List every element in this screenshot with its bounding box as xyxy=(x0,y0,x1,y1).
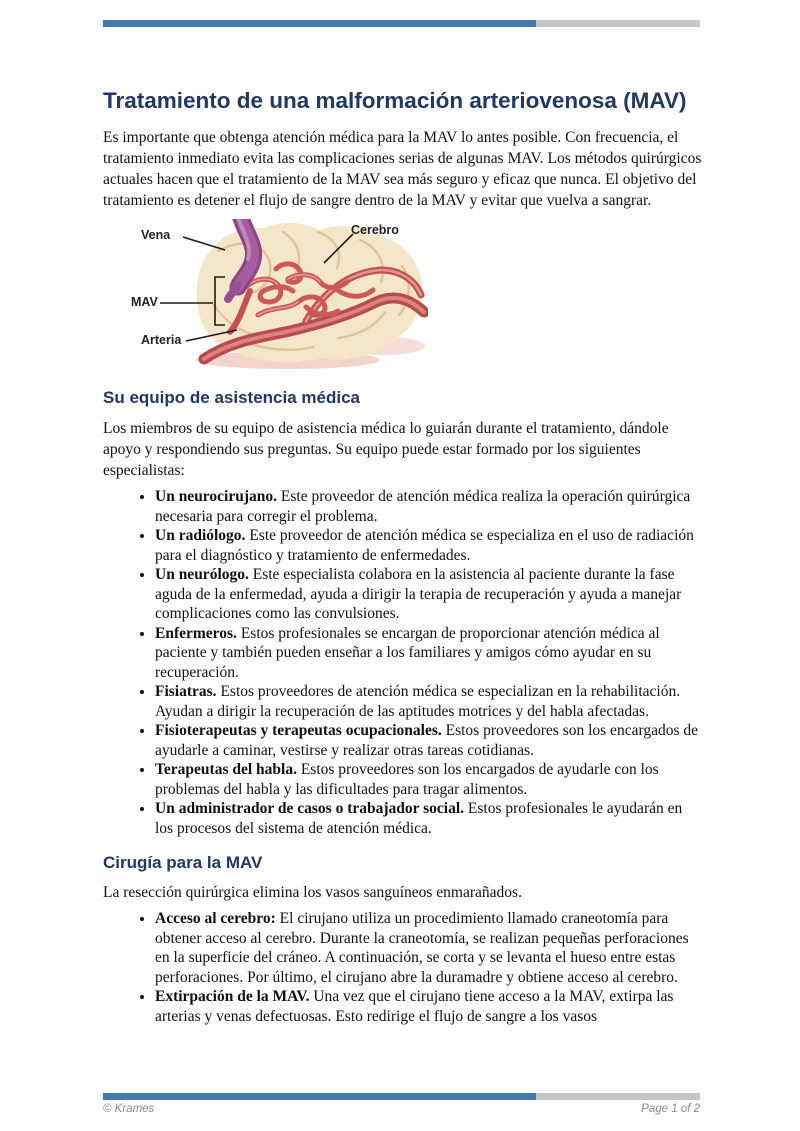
list-item-text: Estos proveedores de atención médica se especializan en la rehabilitación. Ayudan a dirigir la recuperación de las aptitudes motrices y del habla afectadas. xyxy=(155,683,681,720)
section-heading-care-team: Su equipo de asistencia médica xyxy=(103,388,360,407)
figure-label-vena: Vena xyxy=(141,228,171,242)
care-team-list xyxy=(103,487,700,838)
list-item-lead: Terapeutas del habla. xyxy=(155,761,297,778)
list-item xyxy=(155,799,700,838)
list-item-lead: Un neurólogo. xyxy=(155,566,249,583)
list-item-lead: Un radiólogo. xyxy=(155,527,246,544)
list-item-lead: Un neurocirujano. xyxy=(155,488,278,505)
list-item-lead: Un administrador de casos o trabajador social. xyxy=(155,800,465,817)
list-item-text: Estos proveedores son los encargados de ayudarle a caminar, vestirse y realizar otras tareas cotidianas. xyxy=(155,722,698,759)
list-item-lead: Enfermeros. xyxy=(155,624,237,642)
list-item-lead: Fisioterapeutas y terapeutas ocupacionales. xyxy=(155,722,442,739)
top-rule xyxy=(103,20,700,27)
list-item xyxy=(155,526,700,565)
list-item xyxy=(155,682,700,721)
list-item xyxy=(155,760,700,799)
list-item-text: Una vez que el cirujano tiene acceso a la MAV, extirpa las arterias y venas defectuosas. Esto redirige el flujo de sangre a los vasos xyxy=(155,988,674,1025)
list-item-text: Estos proveedores son los encargados de ayudarle con los problemas del habla y las dificultades para tragar alimentos. xyxy=(155,761,659,798)
page-title: Tratamiento de una malformación arteriovenosa (MAV) xyxy=(103,88,687,113)
surgery-list xyxy=(103,909,700,1026)
bottom-rule-blue-segment xyxy=(103,1093,536,1100)
list-item-lead: Extirpación de la MAV. xyxy=(155,988,310,1005)
section-heading-surgery: Cirugía para la MAV xyxy=(103,853,263,872)
list-item-text: Este proveedor de atención médica realiza la operación quirúrgica necesaria para corregir el problema. xyxy=(155,488,691,525)
list-item-text: Este proveedor de atención médica se especializa en el uso de radiación para el diagnóstico y tratamiento de enfermedades. xyxy=(155,527,694,564)
brain-avm-figure xyxy=(103,219,448,369)
page-footer xyxy=(103,1093,700,1115)
list-item xyxy=(155,624,700,683)
list-item xyxy=(155,987,700,1026)
bottom-rule xyxy=(103,1093,700,1100)
footer-copyright: © Krames xyxy=(103,1103,155,1115)
list-item-lead: Fisiatras. xyxy=(155,683,217,700)
figure-label-arteria: Arteria xyxy=(141,333,182,347)
list-item xyxy=(155,721,700,760)
bottom-rule-gray-segment xyxy=(536,1093,700,1100)
list-item xyxy=(155,909,700,987)
list-item-text: El cirujano utiliza un procedimiento llamado craneotomía para obtener acceso al cerebro. Durante la craneotomía, se realizan pequeñas perforaciones en la superficie del cráneo. A continuación, se corta y se levanta el hueso entre estas perforaciones. Por último, el cirujano abre la duramadre y obtiene acceso al cerebro. xyxy=(155,910,689,986)
list-item-text: Estos profesionales le ayudarán en los procesos del sistema de atención médica. xyxy=(155,800,683,837)
figure-label-cerebro: Cerebro xyxy=(351,223,399,237)
intro-paragraph: Es importante que obtenga atención médica para la MAV lo antes posible. Con frecuencia, el tratamiento inmediato evita las complicaciones serias de algunas MAV. Los métodos quirúrgicos actuales hacen que el tratamiento de la MAV sea más seguro y eficaz que nunca. El objetivo del tratamiento es detener el flujo de sangre dentro de la MAV y evitar que vuelva a sangrar. xyxy=(103,129,702,209)
footer-page-number: Page 1 of 2 xyxy=(641,1103,700,1115)
list-item xyxy=(155,487,700,526)
list-item xyxy=(155,565,700,624)
figure-label-mav: MAV xyxy=(131,295,158,309)
care-team-paragraph: Los miembros de su equipo de asistencia médica lo guiarán durante el tratamiento, dándole apoyo y respondiendo sus preguntas. Su equipo puede estar formado por los siguientes especialistas: xyxy=(103,420,669,479)
list-item-lead: Acceso al cerebro: xyxy=(155,910,276,927)
surgery-paragraph: La resección quirúrgica elimina los vasos sanguíneos enmarañados. xyxy=(103,884,522,901)
top-rule-gray-segment xyxy=(536,20,700,27)
top-rule-blue-segment xyxy=(103,20,536,27)
list-item-text: Estos profesionales se encargan de proporcionar atención médica al paciente y también pueden enseñar a los familiares y amigos cómo ayudar en su recuperación. xyxy=(155,624,660,681)
list-item-text: Este especialista colabora en la asistencia al paciente durante la fase aguda de la enfermedad, ayuda a dirigir la terapia de recuperación y ayuda a manejar complicaciones como las convulsiones. xyxy=(155,566,682,622)
